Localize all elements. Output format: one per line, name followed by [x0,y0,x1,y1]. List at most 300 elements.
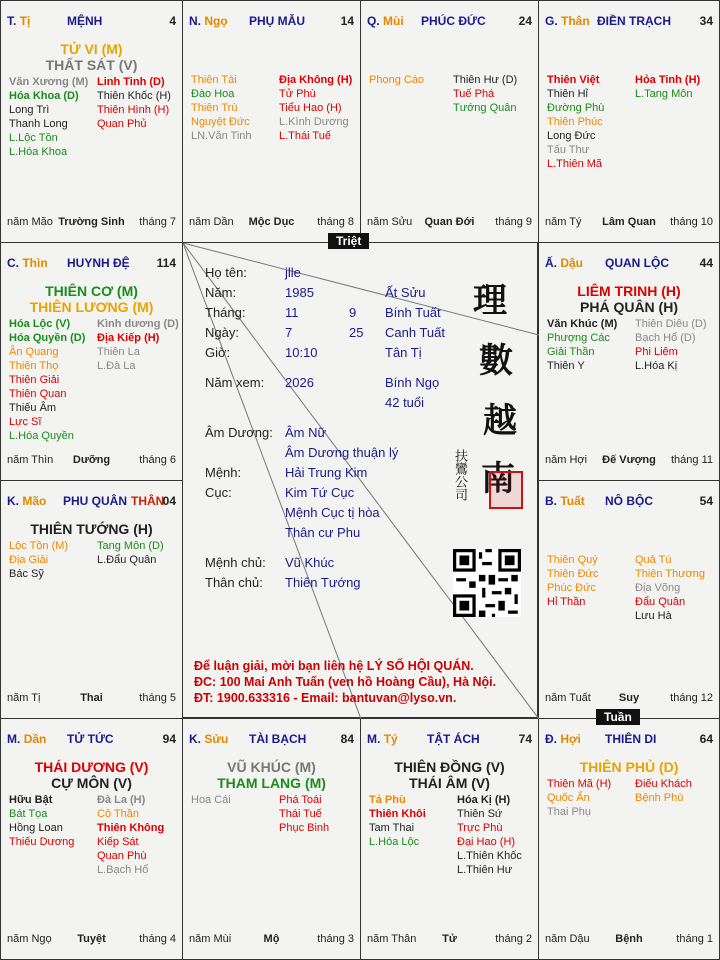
star-item: Lực Sĩ [9,416,42,428]
star-item: Hóa Quyền (D) [9,332,86,344]
palace-position: M. [367,732,381,746]
name-value: jlle [285,265,301,280]
menh-value: Hải Trung Kim [285,465,368,480]
star-item: Thiên Hỉ [547,88,588,100]
palace-number: 64 [699,732,713,746]
left-stars-column [191,793,231,807]
left-stars-column [547,553,598,609]
star-item: L.Bạch Hổ [97,864,149,876]
star-item: Tang Môn (D) [97,540,164,552]
left-stars-column [9,539,68,581]
palace-name: THIÊN DI [605,732,657,746]
star-item: Thiên Hư (D) [453,74,518,86]
star-item: Thiên Quý [547,554,598,566]
footer-month: tháng 6 [139,454,176,466]
main-star: LIÊM TRINH (H) [577,283,681,299]
left-stars-column [547,317,617,373]
palace-branch: Sửu [204,732,229,746]
star-item: Thiếu Âm [9,402,57,414]
palace-phu-mau [182,0,361,243]
footer-year: năm Thìn [7,454,54,466]
palace-branch: Tuất [560,494,585,508]
left-stars-column [9,317,85,443]
calligraphy-char-3: 越 [483,401,517,441]
right-stars-column [635,553,705,623]
tuan-marker: Tuần [596,709,640,725]
star-item: Trực Phù [457,822,503,834]
star-item: Văn Khúc (M) [547,318,618,330]
palace-branch: Dần [23,732,47,746]
palace-name: TẬT ÁCH [427,732,480,746]
star-item: Phong Cáo [369,74,425,86]
footer-year: năm Tý [545,216,582,228]
calligraphy-char-2: 數 [479,341,513,381]
footer-year: năm Mão [7,216,53,228]
footer-stage: Mộc Dục [248,216,295,228]
star-item: Thiên Diêu (D) [635,318,707,330]
palace-header [545,14,713,30]
star-item: Tiểu Hao (H) [279,102,342,114]
footer-stage: Lâm Quan [602,216,656,228]
left-stars-column [369,73,424,87]
palace-name: MỆNH [67,14,103,28]
palace-branch: Tý [383,732,398,746]
star-item: Điếu Khách [635,778,692,790]
year-value: 1985 [285,285,314,300]
star-item: Thiếu Dương [9,836,75,848]
star-item: Địa Giải [9,554,49,566]
palace-number: 74 [518,732,532,746]
left-stars-column [9,75,88,159]
star-item: Hỉ Thần [547,596,586,608]
right-stars-column [635,317,707,373]
month-label: Tháng: [205,305,246,320]
than-marker: THÂN [131,494,165,508]
right-stars-column [97,75,171,131]
main-star: THÁI ÂM (V) [409,775,490,791]
right-stars-column [457,793,522,877]
star-item: L.Thiên Khốc [457,850,522,862]
calligraphy-small: 扶鸞公司 [452,449,467,501]
palace-name: HUYNH ĐỆ [67,256,130,270]
palace-position: K. [189,732,201,746]
palace-number: 114 [156,256,176,270]
left-stars-column [191,73,252,143]
footer-year: năm Hợi [545,454,588,466]
palace-footer [7,933,176,947]
star-item: Thanh Long [9,118,68,130]
palace-header [367,732,532,748]
calligraphy-char-1: 理 [473,281,507,321]
palace-position: Ấ. [545,256,557,270]
month-can: Bính Tuất [385,305,441,320]
footer-year: năm Dậu [545,933,590,945]
palace-footer [545,454,713,468]
main-star: THẤT SÁT (V) [45,57,138,73]
day-label: Ngày: [205,325,239,340]
palace-position: B. [545,494,557,508]
star-item: Tướng Quân [453,102,517,114]
center-info-panel [182,242,538,718]
star-item: Phượng Các [547,332,610,344]
palace-header [7,14,176,30]
star-item: Linh Tinh (D) [97,76,165,88]
star-item: Văn Xương (M) [9,76,89,88]
palace-branch: Dậu [560,256,584,270]
palace-tat-ach [360,718,539,960]
palace-position: M. [7,732,21,746]
star-item: Bác Sỹ [9,568,44,580]
footer-stage: Quan Đới [424,216,475,228]
main-star: THIÊN PHỦ (D) [579,759,679,775]
star-item: Tuế Phá [453,88,495,100]
palace-phuc-duc [360,0,539,243]
star-item: Tấu Thư [547,144,590,156]
palace-tai-bach [182,718,361,960]
year-can: Ất Sửu [385,285,426,300]
star-item: Tả Phù [369,794,406,806]
palace-phu-quan [0,480,183,719]
palace-branch: Tị [19,14,31,28]
palace-position: N. [189,14,201,28]
main-star: THIÊN LƯƠNG (M) [29,299,154,315]
than-chu-value: Thiên Tướng [285,575,361,590]
star-item: L.Hóa Lộc [369,836,420,848]
palace-header [7,494,176,510]
main-star: THÁI DƯƠNG (V) [34,759,149,775]
star-item: Lộc Tồn (M) [9,540,69,552]
star-item: Thiên Y [547,360,585,372]
footer-stage: Suy [618,692,640,704]
star-item: L.Thái Tuế [279,130,331,142]
star-item: Tử Phù [279,88,316,100]
star-item: L.Đà La [97,360,136,372]
palace-header [7,256,176,272]
star-item: L.Hóa Kị [635,360,678,372]
view-year-label: Năm xem: [205,375,265,390]
star-item: Thiên Mã (H) [547,778,612,790]
cuc-value: Kim Tứ Cục [285,485,355,500]
star-item: Phá Toái [279,794,322,806]
palace-footer [189,933,354,947]
day-value: 7 [285,325,293,340]
palace-header [545,732,713,748]
palace-header [367,14,532,30]
palace-name: PHỤ MẪU [249,14,305,28]
star-item: Quan Phù [97,850,147,862]
star-item: Thiên Phúc [547,116,603,128]
star-item: Thiên La [97,346,140,358]
menh-label: Mệnh: [205,465,242,480]
palace-branch: Ngọ [204,14,228,28]
footer-year: năm Sửu [367,216,413,228]
palace-thien-di [538,718,720,960]
left-stars-column [547,73,604,171]
left-stars-column [369,793,426,849]
palace-footer [189,216,354,230]
star-item: Tam Thai [369,822,415,834]
main-star: TỬ VI (M) [60,41,123,57]
footer-month: tháng 2 [495,933,532,945]
palace-header [189,732,354,748]
star-item: Ân Quang [9,346,59,358]
day-can: Canh Tuất [385,325,445,340]
palace-footer [367,216,532,230]
star-item: Thiên Khôi [369,808,426,820]
palace-footer [545,216,713,230]
contact-line-2: ĐC: 100 Mai Anh Tuấn (ven hồ Hoàng Cầu), Hà Nội. [194,675,497,689]
star-item: Phục Binh [279,822,330,834]
palace-huynh-de [0,242,183,481]
palace-number: 24 [518,14,532,28]
star-item: Địa Võng [635,582,681,594]
footer-stage: Thai [80,692,103,704]
footer-month: tháng 1 [676,933,713,945]
footer-month: tháng 9 [495,216,532,228]
main-star: THIÊN CƠ (M) [45,283,138,299]
palace-position: C. [7,256,19,270]
main-star: CỰ MÔN (V) [51,775,132,791]
palace-branch: Thìn [22,256,48,270]
hour-can: Tân Tị [385,345,422,360]
star-item: Thiên Việt [547,74,600,86]
footer-stage: Tử [442,933,457,945]
am-duong-label: Âm Dương: [205,425,273,440]
star-item: L.Đẩu Quân [97,554,157,566]
view-year-value: 2026 [285,375,314,390]
name-label: Họ tên: [205,265,247,280]
palace-position: K. [7,494,19,508]
palace-menh [0,0,183,243]
star-item: Thiên Khốc (H) [97,90,171,102]
palace-header [189,14,354,30]
star-item: Địa Không (H) [279,74,353,86]
main-star: PHÁ QUÂN (H) [580,299,678,315]
palace-name: ĐIỀN TRẠCH [597,14,671,28]
month-value: 11 [285,305,299,320]
palace-quan-loc [538,242,720,481]
palace-no-boc [538,480,720,719]
hour-value: 10:10 [285,345,318,360]
left-stars-column [547,777,611,819]
star-item: Phi Liêm [635,346,678,358]
palace-number: 84 [340,732,354,746]
palace-name: TỬ TỨC [67,732,114,746]
star-item: Đường Phù [547,102,605,114]
palace-number: 54 [699,494,713,508]
footer-month: tháng 8 [317,216,354,228]
star-item: Phúc Đức [547,582,596,594]
palace-number: 94 [162,732,176,746]
cuc-label: Cục: [205,485,232,500]
palace-position: Q. [367,14,380,28]
hour-label: Giờ: [205,345,231,360]
star-item: Long Trì [9,104,50,116]
star-item: Thiên Thọ [9,360,59,372]
menh-chu-label: Mệnh chủ: [205,555,266,570]
palace-number: 4 [169,14,176,28]
star-item: Hóa Khoa (D) [9,90,79,102]
star-item: Địa Kiếp (H) [97,332,160,344]
palace-branch: Mùi [383,14,404,28]
star-item: Hữu Bật [9,794,53,806]
seal-stamp-icon [489,471,523,509]
star-item: Thai Phụ [547,806,592,818]
star-item: Thiên Giải [9,374,60,386]
footer-year: năm Ngọ [7,933,52,945]
star-item: L.Thiên Hư [457,864,513,876]
footer-month: tháng 12 [670,692,713,704]
star-item: Quả Tú [635,554,672,566]
star-item: Thiên Đức [547,568,599,580]
star-item: Hóa Lộc (V) [9,318,71,330]
palace-tu-tuc [0,718,183,960]
star-item: L.Tang Môn [635,88,693,100]
palace-footer [545,692,713,706]
view-year-can: Bính Ngọ [385,375,440,390]
palace-name: TÀI BẠCH [249,732,307,746]
qr-code-icon [453,549,521,617]
palace-position: G. [545,14,558,28]
footer-stage: Tuyệt [77,933,106,945]
star-item: Kình dương (D) [97,318,179,330]
main-star: THIÊN TƯỚNG (H) [30,521,153,537]
main-star: THAM LANG (M) [217,775,326,791]
am-duong-value: Âm Nữ [285,425,327,440]
star-item: Long Đức [547,130,596,142]
palace-footer [367,933,532,947]
left-stars-column [9,793,74,849]
footer-stage: Đế Vượng [602,454,656,466]
star-item: Đẩu Quân [635,596,686,608]
star-item: Thiên Không [97,822,165,834]
star-item: Quốc Ấn [547,792,590,804]
star-item: Hồng Loan [9,822,63,834]
palace-branch: Mão [22,494,47,508]
star-item: L.Lộc Tồn [9,132,58,144]
footer-month: tháng 11 [670,454,713,466]
cuc-note1: Mệnh Cục tị hòa [285,505,380,520]
star-item: LN.Văn Tinh [191,130,252,142]
age-value: 42 tuổi [385,395,425,410]
star-item: Thiên Thương [635,568,706,580]
month-lunar: 9 [349,305,357,320]
palace-header [545,494,713,510]
star-item: Bạch Hổ (D) [635,332,696,344]
footer-month: tháng 7 [139,216,176,228]
star-item: Thiên Trù [191,102,238,114]
right-stars-column [279,793,329,835]
star-item: Bệnh Phù [635,792,684,804]
calligraphy-char-4: 南 [481,459,515,499]
palace-name: QUAN LỘC [605,256,669,270]
palace-branch: Hợi [560,732,581,746]
palace-header [545,256,713,272]
footer-month: tháng 10 [670,216,713,228]
contact-line-3: ĐT: 1900.633316 - Email: bantuvan@lyso.vn. [194,691,457,705]
palace-number: 44 [699,256,713,270]
menh-chu-value: Vũ Khúc [285,555,335,570]
contact-line-1: Để luận giải, mời bạn liên hệ LÝ SỐ HỘI QUÁN. [194,659,474,673]
right-stars-column [97,317,179,373]
am-duong-note: Âm Dương thuận lý [285,445,399,460]
star-item: Hỏa Tinh (H) [635,74,701,86]
right-stars-column [97,793,164,877]
palace-footer [7,454,176,468]
right-stars-column [279,73,352,143]
palace-name: PHÚC ĐỨC [421,14,486,28]
star-item: Bát Tọa [9,808,48,820]
palace-number: 14 [340,14,354,28]
star-item: L.Thiên Mã [547,158,603,170]
palace-position: Đ. [545,732,557,746]
footer-stage: Mộ [263,933,280,945]
star-item: Đà La (H) [97,794,146,806]
footer-month: tháng 3 [317,933,354,945]
footer-stage: Dưỡng [72,454,111,466]
palace-name: NÔ BỘC [605,494,653,508]
footer-month: tháng 5 [139,692,176,704]
footer-stage: Trường Sinh [58,216,125,228]
palace-footer [7,216,176,230]
star-item: Thiên Sứ [457,808,503,820]
palace-position: T. [7,14,17,28]
right-stars-column [453,73,517,115]
star-item: L.Hóa Khoa [9,146,68,158]
palace-number: 04 [162,494,176,508]
palace-header [7,732,176,748]
palace-number: 34 [699,14,713,28]
star-item: Lưu Hà [635,610,672,622]
right-stars-column [635,73,700,101]
main-star: THIÊN ĐỒNG (V) [394,759,505,775]
triet-marker: Triệt [328,233,369,249]
right-stars-column [97,539,164,567]
star-item: Thiên Tài [191,74,237,86]
star-item: Hoa Cái [191,794,231,806]
star-item: Thiên Quan [9,388,67,400]
star-item: Đào Hoa [191,88,235,100]
footer-year: năm Tị [7,692,41,704]
cuc-note2: Thân cư Phu [285,525,361,540]
star-item: Cô Thần [97,808,139,820]
palace-footer [545,933,713,947]
footer-month: tháng 4 [139,933,176,945]
footer-year: năm Mùi [189,933,232,945]
star-item: Hóa Kị (H) [457,794,511,806]
than-chu-label: Thân chủ: [205,575,263,590]
star-item: Thái Tuế [279,808,322,820]
star-item: L.Kình Dương [279,116,349,128]
star-item: Giải Thần [547,346,595,358]
star-item: Quan Phủ [97,118,147,130]
footer-year: năm Dần [189,216,234,228]
palace-branch: Thân [561,14,590,28]
star-item: Nguyệt Đức [191,116,250,128]
day-lunar: 25 [349,325,364,340]
palace-footer [7,692,176,706]
main-star: VŨ KHÚC (M) [227,759,316,775]
footer-year: năm Tuất [545,692,591,704]
footer-year: năm Thân [367,933,417,945]
star-item: L.Hóa Quyền [9,430,74,442]
palace-dien-trach [538,0,720,243]
star-item: Thiên Hình (H) [97,104,170,116]
year-label: Năm: [205,285,237,300]
palace-name: PHU QUÂN [63,494,128,508]
footer-stage: Bệnh [615,933,643,945]
star-item: Kiếp Sát [97,836,139,848]
